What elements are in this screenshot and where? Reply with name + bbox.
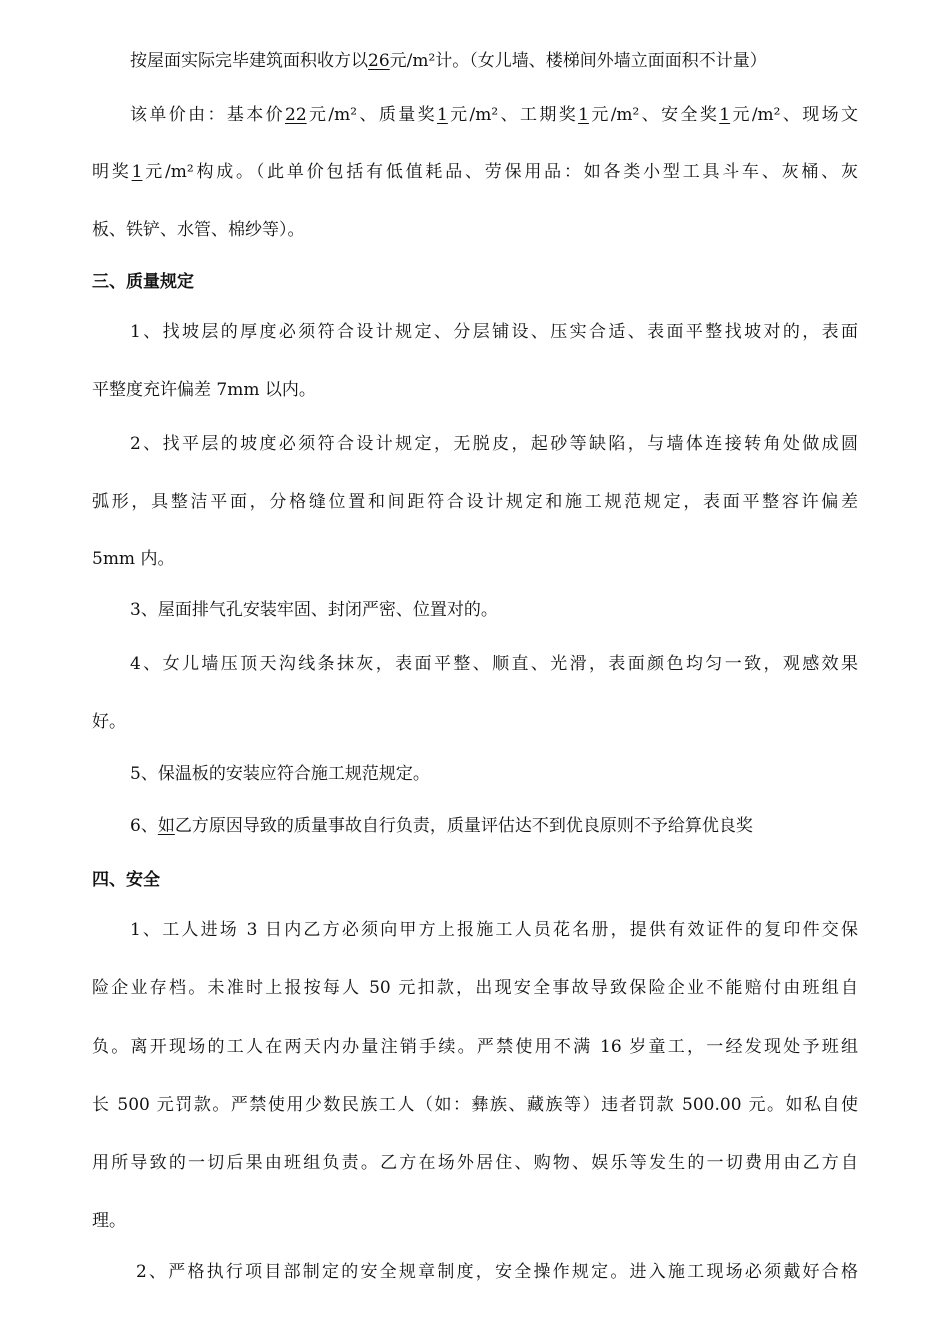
text-segment: 6、 bbox=[130, 816, 158, 836]
paragraph-price-composition-line1 bbox=[130, 104, 858, 126]
safety-item-2-line1: 2、严格执行项目部制定的安全规章制度，安全操作规定。进入施工现场必须戴好合格 bbox=[136, 1262, 858, 1282]
underlined-text: 如 bbox=[157, 816, 175, 836]
quality-item-1-line1: 1、找坡层的厚度必须符合设计规定、分层铺设、压实合适、表面平整找坡对的，表面 bbox=[130, 322, 858, 342]
text-segment: 元/m²构成。（此单价包括有低值耗品、劳保用品：如各类小型工具斗车、灰桶、灰 bbox=[142, 162, 859, 182]
text-segment: 元/m²、质量奖 bbox=[306, 105, 437, 125]
safety-item-1-line5: 用所导致的一切后果由班组负责。乙方在场外居住、购物、娱乐等发生的一切费用由乙方自 bbox=[92, 1153, 858, 1173]
text-segment: 元/m²、现场文 bbox=[730, 105, 859, 125]
text-segment: 该单价由：基本价 bbox=[130, 105, 286, 125]
quality-item-3: 3、屋面排气孔安装牢固、封闭严密、位置对的。 bbox=[130, 600, 498, 620]
quality-item-5: 5、保温板的安装应符合施工规范规定。 bbox=[130, 764, 430, 784]
safety-item-1-line4: 长 500 元罚款。严禁使用少数民族工人（如：彝族、藏族等）违者罚款 500.00 元。如私自使 bbox=[92, 1095, 858, 1115]
text-segment: 元/m²、工期奖 bbox=[447, 105, 579, 125]
schedule-bonus-value: 1 bbox=[578, 105, 589, 125]
paragraph-price-composition-line3: 板、铁铲、水管、棉纱等）。 bbox=[92, 220, 305, 240]
text-segment: 元/m²、安全奖 bbox=[588, 105, 720, 125]
quality-item-2-line1: 2、找平层的坡度必须符合设计规定，无脱皮，起砂等缺陷，与墙体连接转角处做成圆 bbox=[130, 434, 858, 454]
paragraph-area-measurement bbox=[130, 50, 767, 72]
quality-bonus-value: 1 bbox=[436, 105, 448, 125]
paragraph-price-composition-line2 bbox=[92, 161, 858, 183]
section-heading-quality: 三、质量规定 bbox=[92, 272, 194, 292]
text-segment: 元/m²计。（女儿墙、楼梯间外墙立面面积不计量） bbox=[389, 51, 767, 71]
text-segment: 按屋面实际完毕建筑面积收方以 bbox=[130, 51, 368, 71]
civil-bonus-value: 1 bbox=[131, 162, 143, 182]
quality-item-4-line2: 好。 bbox=[92, 712, 126, 732]
safety-item-1-line6: 理。 bbox=[92, 1211, 126, 1231]
section-heading-safety: 四、安全 bbox=[92, 870, 160, 890]
quality-item-2-line3: 5mm 内。 bbox=[92, 549, 175, 569]
text-segment: 明奖 bbox=[92, 162, 132, 182]
quality-item-2-line2: 弧形，具整洁平面，分格缝位置和间距符合设计规定和施工规范规定，表面平整容许偏差 bbox=[92, 492, 858, 512]
quality-item-4-line1: 4、女儿墙压顶天沟线条抹灰，表面平整、顺直、光滑，表面颜色均匀一致，观感效果 bbox=[130, 654, 858, 674]
base-price-value: 22 bbox=[285, 105, 307, 125]
safety-bonus-value: 1 bbox=[719, 105, 731, 125]
text-segment: 乙方原因导致的质量事故自行负责，质量评估达不到优良原则不予给算优良奖 bbox=[174, 816, 753, 836]
safety-item-1-line2: 险企业存档。未准时上报按每人 50 元扣款，出现安全事故导致保险企业不能赔付由班组自 bbox=[92, 978, 858, 998]
quality-item-6 bbox=[130, 815, 753, 837]
unit-price-value: 26 bbox=[368, 51, 390, 71]
quality-item-1-line2: 平整度充许偏差 7mm 以内。 bbox=[92, 380, 316, 400]
safety-item-1-line3: 负。离开现场的工人在两天内办量注销手续。严禁使用不满 16 岁童工，一经发现处予班组 bbox=[92, 1037, 858, 1057]
safety-item-1-line1: 1、工人进场 3 日内乙方必须向甲方上报施工人员花名册，提供有效证件的复印件交保 bbox=[130, 920, 858, 940]
